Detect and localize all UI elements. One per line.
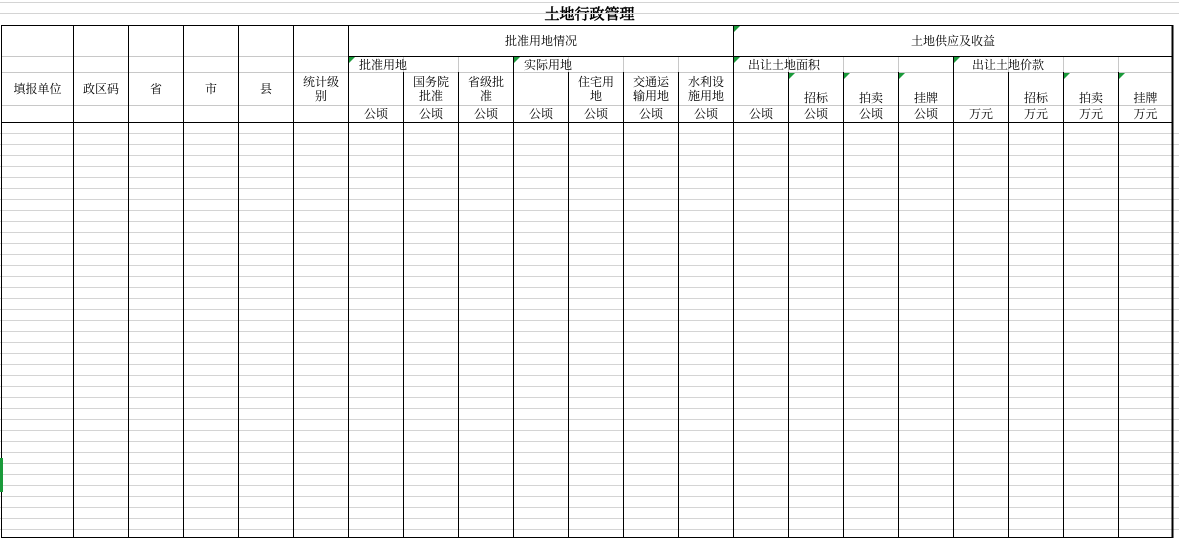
header-actual-land[interactable]: 实际用地 [524,57,573,72]
sheet-title: 土地行政管理 [544,5,635,23]
unit-water[interactable]: 公顷 [693,107,718,121]
unit-actual[interactable]: 公顷 [528,107,553,121]
unit-approved[interactable]: 公顷 [363,107,388,121]
comment-marker [844,73,850,79]
header-residential[interactable]: 住宅用 地 [577,75,614,103]
header-price-listing[interactable]: 挂牌 [1133,91,1158,105]
header-area-listing[interactable]: 挂牌 [913,91,938,105]
unit-transport[interactable]: 公顷 [638,107,663,121]
header-code[interactable]: 政区码 [82,82,119,96]
comment-marker [1064,73,1070,79]
header-transport[interactable]: 交通运 输用地 [632,75,669,103]
header-area-auction[interactable]: 拍卖 [858,91,883,105]
comment-marker [899,73,905,79]
unit-residential[interactable]: 公顷 [583,107,608,121]
header-supply-group[interactable]: 土地供应及收益 [910,34,995,48]
unit-provincial[interactable]: 公顷 [473,107,498,121]
header-price-auction[interactable]: 拍卖 [1078,91,1103,105]
comment-marker [1119,73,1125,79]
unit-area-tender[interactable]: 公顷 [803,107,828,121]
comment-marker [789,73,795,79]
unit-price-listing[interactable]: 万元 [1133,107,1158,121]
header-transfer-area[interactable]: 出让土地面积 [748,57,821,72]
header-transfer-price[interactable]: 出让土地价款 [972,57,1045,72]
unit-price-auction[interactable]: 万元 [1078,107,1103,121]
unit-transfer-price[interactable]: 万元 [968,107,993,121]
header-area-tender[interactable]: 招标 [803,91,828,105]
unit-state-council[interactable]: 公顷 [418,107,443,121]
header-county[interactable]: 县 [259,82,272,96]
header-water[interactable]: 水利设 施用地 [687,75,724,103]
unit-area-auction[interactable]: 公顷 [858,107,883,121]
header-unit[interactable]: 填报单位 [13,82,62,96]
header-province[interactable]: 省 [149,82,162,96]
header-city[interactable]: 市 [204,82,217,96]
header-state-council[interactable]: 国务院 批准 [412,75,449,103]
unit-price-tender[interactable]: 万元 [1023,107,1048,121]
row-selection-marker [0,458,3,492]
header-approval-group[interactable]: 批准用地情况 [504,34,577,48]
header-approved-land[interactable]: 批准用地 [359,57,408,72]
header-provincial[interactable]: 省级批 准 [467,75,504,103]
header-price-tender[interactable]: 招标 [1023,91,1048,105]
unit-transfer-area[interactable]: 公顷 [748,107,773,121]
unit-area-listing[interactable]: 公顷 [913,107,938,121]
header-stat-level[interactable]: 统计级 别 [302,75,339,103]
